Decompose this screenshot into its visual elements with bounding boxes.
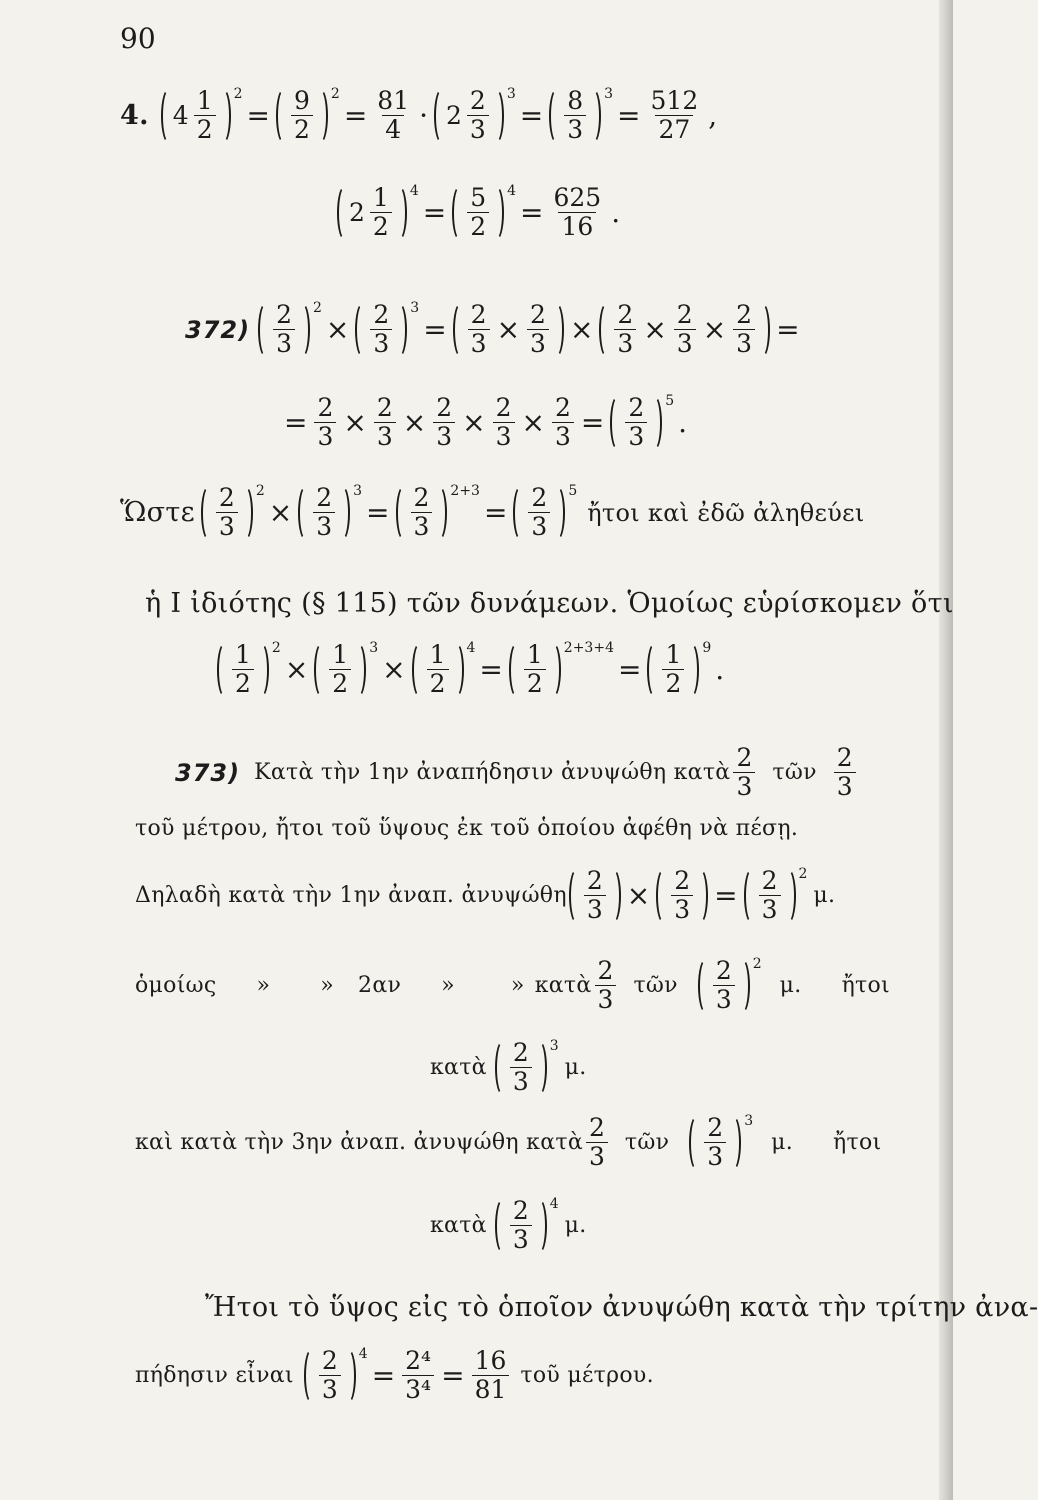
paren-group bbox=[689, 1115, 741, 1171]
fraction bbox=[671, 868, 693, 924]
denominator: 2 bbox=[194, 115, 216, 143]
fraction bbox=[510, 1198, 532, 1254]
operator: × bbox=[569, 313, 594, 347]
operator: × bbox=[702, 313, 727, 347]
fraction bbox=[374, 88, 412, 144]
page-number: 90 bbox=[120, 22, 156, 55]
fraction bbox=[313, 485, 335, 541]
numerator: 9 bbox=[294, 86, 310, 115]
paren-group bbox=[495, 1198, 547, 1254]
ex373-final2 bbox=[135, 1348, 654, 1404]
fraction bbox=[319, 1348, 341, 1404]
numerator: 2 bbox=[512, 1038, 529, 1067]
operator: × bbox=[343, 406, 367, 440]
numerator: 2 bbox=[674, 866, 691, 895]
ex373-line4 bbox=[135, 958, 890, 1014]
exponent: 2 bbox=[312, 300, 322, 316]
ex373-label: 373) bbox=[175, 758, 241, 787]
numerator: 2 bbox=[628, 393, 645, 422]
paren-group bbox=[513, 485, 565, 541]
text-span: τῶν bbox=[772, 760, 817, 786]
operator: = bbox=[441, 1359, 465, 1393]
numerator: 2 bbox=[836, 743, 853, 772]
numerator: 1 bbox=[429, 640, 446, 669]
paren-group bbox=[744, 868, 796, 924]
denominator: 2 bbox=[370, 212, 392, 240]
denominator: 3 bbox=[468, 329, 490, 357]
operator: × bbox=[626, 879, 651, 913]
text-span: τοῦ μέτρου. bbox=[520, 1363, 654, 1389]
ex372-line3 bbox=[120, 485, 865, 541]
denominator: 3 bbox=[374, 422, 396, 450]
denominator: 3 bbox=[552, 422, 574, 450]
text-span: 2αν bbox=[358, 973, 402, 999]
denominator: 3 bbox=[733, 329, 755, 357]
exponent: 4 bbox=[549, 1196, 559, 1212]
denominator: 3 bbox=[433, 422, 455, 450]
paren-group bbox=[647, 642, 699, 698]
exponent: 2 bbox=[330, 86, 340, 102]
numerator: 2 bbox=[597, 956, 614, 985]
exponent: 3 bbox=[744, 1113, 754, 1129]
fraction bbox=[493, 395, 515, 451]
exponent: 3 bbox=[549, 1038, 559, 1054]
fraction bbox=[584, 868, 606, 924]
math-run bbox=[120, 485, 865, 541]
fraction bbox=[468, 302, 490, 358]
text-span: καὶ κατὰ τὴν 3ην ἀναπ. ἀνυψώθη κατὰ bbox=[135, 1130, 583, 1156]
mixed-whole: 2 bbox=[446, 101, 462, 131]
operator: × bbox=[382, 653, 406, 687]
exponent: 2 bbox=[255, 483, 265, 499]
math-run bbox=[430, 1040, 587, 1096]
text-span: μ. bbox=[564, 1213, 587, 1239]
fraction bbox=[564, 88, 586, 144]
numerator: 2 bbox=[707, 1113, 724, 1142]
denominator: 3 bbox=[674, 329, 696, 357]
paren-group bbox=[495, 1040, 547, 1096]
math-run bbox=[120, 88, 721, 144]
denominator: 2 bbox=[524, 669, 546, 697]
numerator: 512 bbox=[650, 86, 699, 115]
paren-group bbox=[569, 868, 621, 924]
operator: = bbox=[422, 196, 447, 230]
paren-group bbox=[453, 302, 564, 358]
denominator: 3 bbox=[510, 1067, 532, 1095]
exponent: 4 bbox=[466, 640, 476, 656]
paren-group bbox=[276, 88, 328, 144]
fraction bbox=[524, 642, 546, 698]
numerator: 16 bbox=[474, 1346, 507, 1375]
numerator: 2 bbox=[589, 1113, 605, 1142]
numerator: 2 bbox=[316, 483, 333, 512]
text-span: » bbox=[256, 973, 271, 999]
denominator: 3 bbox=[625, 422, 647, 450]
operator: = bbox=[246, 99, 270, 133]
operator: = bbox=[776, 313, 800, 347]
denominator: 3 bbox=[411, 512, 433, 540]
fraction bbox=[467, 88, 489, 144]
numerator: 2 bbox=[761, 866, 778, 895]
text-span: ἤτοι bbox=[841, 973, 890, 999]
fraction bbox=[402, 1348, 434, 1404]
fraction bbox=[586, 1115, 608, 1171]
operator: × bbox=[462, 406, 486, 440]
paren-group bbox=[656, 868, 708, 924]
paren-group bbox=[549, 88, 601, 144]
text-span: » bbox=[510, 973, 525, 999]
numerator: 2 bbox=[676, 300, 693, 329]
operator: = bbox=[580, 406, 605, 440]
denominator: 3 bbox=[314, 422, 336, 450]
denominator: 3 bbox=[313, 512, 335, 540]
text-span: τῶν bbox=[624, 1130, 670, 1156]
denominator: 27 bbox=[655, 115, 693, 143]
text-span: μ. bbox=[771, 1130, 794, 1156]
fraction bbox=[625, 395, 647, 451]
math-run bbox=[135, 1348, 654, 1404]
denominator: 2 bbox=[662, 669, 684, 697]
fraction bbox=[527, 302, 549, 358]
fraction bbox=[194, 88, 216, 144]
denominator: 4 bbox=[382, 115, 404, 143]
operator: = bbox=[483, 496, 508, 530]
text-span: κατὰ bbox=[430, 1213, 487, 1239]
numerator: 1 bbox=[526, 640, 543, 669]
denominator: 3 bbox=[564, 115, 586, 143]
numerator: 2 bbox=[373, 300, 390, 329]
text-span: μ. bbox=[779, 973, 802, 999]
exponent: 2+3+4 bbox=[563, 640, 614, 656]
numerator: 2 bbox=[736, 743, 753, 772]
denominator: 3 bbox=[759, 895, 781, 923]
fraction bbox=[370, 302, 392, 358]
fraction bbox=[329, 642, 351, 698]
paren-group bbox=[355, 302, 407, 358]
fraction bbox=[595, 958, 617, 1014]
fraction bbox=[551, 185, 605, 241]
ex4-line1 bbox=[120, 88, 721, 144]
fraction bbox=[733, 745, 755, 801]
text-span: » bbox=[320, 973, 335, 999]
paren-group bbox=[337, 185, 407, 241]
ex372-label: 372) bbox=[185, 315, 251, 344]
paren-group bbox=[610, 395, 662, 451]
denominator: 3 bbox=[584, 895, 606, 923]
numerator: 2 bbox=[470, 300, 487, 329]
operator: = bbox=[371, 1359, 396, 1393]
numerator: 2 bbox=[586, 866, 603, 895]
denominator: 2 bbox=[291, 115, 313, 143]
operator: × bbox=[402, 406, 427, 440]
operator: . bbox=[678, 406, 688, 440]
exponent: 4 bbox=[358, 1346, 368, 1362]
ex373-line3 bbox=[135, 868, 835, 924]
math-run bbox=[135, 1115, 881, 1171]
fraction bbox=[733, 302, 755, 358]
denominator: 3 bbox=[704, 1142, 726, 1170]
fraction bbox=[614, 302, 636, 358]
paren-group bbox=[412, 642, 464, 698]
exponent: 2+3 bbox=[450, 483, 480, 499]
mixed-whole: 4 bbox=[172, 101, 189, 131]
operator: = bbox=[284, 406, 308, 440]
exponent: 5 bbox=[568, 483, 578, 499]
fraction bbox=[704, 1115, 726, 1171]
operator: × bbox=[496, 313, 521, 347]
operator: = bbox=[617, 653, 642, 687]
denominator: 3 bbox=[834, 772, 856, 800]
fraction bbox=[528, 485, 550, 541]
fraction bbox=[674, 302, 696, 358]
numerator: 5 bbox=[470, 183, 487, 212]
denominator: 2 bbox=[329, 669, 351, 697]
operator: = bbox=[366, 496, 390, 530]
numerator: 2 bbox=[276, 300, 292, 329]
text-span: κατὰ bbox=[430, 1055, 487, 1081]
operator: = bbox=[479, 653, 503, 687]
text-span: Κατὰ τὴν 1ην ἀναπήδησιν ἀνυψώθη κατὰ bbox=[254, 760, 731, 786]
numerator: 625 bbox=[553, 183, 602, 212]
operator: = bbox=[617, 99, 641, 133]
denominator: 3 bbox=[370, 329, 392, 357]
fraction bbox=[427, 642, 449, 698]
numerator: 2 bbox=[413, 483, 430, 512]
paren-group bbox=[258, 302, 310, 358]
ex373-final1: Ἤτοι τὸ ὕψος εἰς τὸ ὁποῖον ἀνυψώθη κατὰ τὴν τρίτην ἀνα- bbox=[205, 1292, 1038, 1323]
fraction bbox=[314, 395, 336, 451]
fraction bbox=[433, 395, 455, 451]
text-span: ὁμοίως bbox=[135, 973, 217, 999]
numerator: 2 bbox=[321, 1346, 338, 1375]
ex4-label: 4. bbox=[120, 100, 149, 132]
numerator: 2 bbox=[218, 483, 235, 512]
ex372-line2 bbox=[280, 395, 691, 451]
paren-group bbox=[314, 642, 366, 698]
paren-group bbox=[698, 958, 750, 1014]
fraction bbox=[291, 88, 313, 144]
numerator: 2 bbox=[530, 300, 546, 329]
text-span: πήδησιν εἶναι bbox=[135, 1363, 294, 1389]
math-run bbox=[135, 958, 890, 1014]
numerator: 2 bbox=[554, 393, 571, 422]
numerator: 81 bbox=[377, 86, 410, 115]
denominator: 3 bbox=[528, 512, 550, 540]
operator: × bbox=[284, 653, 309, 687]
operator: = bbox=[520, 196, 544, 230]
fraction bbox=[370, 185, 392, 241]
fraction bbox=[411, 485, 433, 541]
page-edge bbox=[939, 0, 953, 1500]
numerator: 2 bbox=[512, 1196, 529, 1225]
numerator: 2 bbox=[495, 393, 512, 422]
operator: = bbox=[343, 99, 368, 133]
exponent: 3 bbox=[369, 640, 379, 656]
text-span: » bbox=[441, 973, 455, 999]
ex373-line2: τοῦ μέτρου, ἤτοι τοῦ ὕψους ἐκ τοῦ ὁποίου ἀφέθη νὰ πέσῃ. bbox=[135, 816, 799, 841]
denominator: 3 bbox=[273, 329, 295, 357]
text-span: ἤτοι καὶ ἐδῶ ἀληθεύει bbox=[587, 498, 865, 527]
operator: · bbox=[419, 99, 429, 133]
denominator: 3 bbox=[216, 512, 238, 540]
denominator: 3 bbox=[493, 422, 515, 450]
numerator: 2 bbox=[617, 300, 634, 329]
exponent: 3 bbox=[410, 300, 420, 316]
numerator: 2 bbox=[531, 483, 548, 512]
fraction bbox=[467, 185, 489, 241]
fraction bbox=[216, 485, 238, 541]
exponent: 3 bbox=[604, 86, 614, 102]
numerator: 2 bbox=[436, 393, 453, 422]
denominator: 3 bbox=[510, 1225, 532, 1253]
exponent: 3 bbox=[353, 483, 363, 499]
denominator: 81 bbox=[472, 1375, 510, 1403]
exponent: 4 bbox=[409, 183, 419, 199]
operator: = bbox=[714, 879, 738, 913]
math-run bbox=[175, 745, 859, 801]
fraction bbox=[472, 1348, 510, 1404]
fraction bbox=[662, 642, 684, 698]
ex372-text-line: ἡ I ἰδιότης (§ 115) τῶν δυνάμεων. Ὁμοίως εὑρίσκομεν ὅτι bbox=[145, 588, 954, 619]
numerator: 1 bbox=[196, 86, 213, 115]
mixed-whole: 2 bbox=[349, 198, 365, 228]
paren-group bbox=[298, 485, 350, 541]
paren-group bbox=[201, 485, 253, 541]
paren-group bbox=[509, 642, 561, 698]
denominator: 16 bbox=[558, 212, 596, 240]
numerator: 8 bbox=[567, 86, 584, 115]
operator: × bbox=[268, 496, 293, 530]
text-span: μ. bbox=[564, 1055, 587, 1081]
denominator: 3 bbox=[527, 329, 549, 357]
math-run bbox=[135, 868, 835, 924]
math-run bbox=[280, 395, 691, 451]
fraction bbox=[759, 868, 781, 924]
math-run bbox=[185, 302, 804, 358]
fraction bbox=[648, 88, 702, 144]
ex373-line7 bbox=[430, 1198, 587, 1254]
denominator: 2 bbox=[467, 212, 489, 240]
exponent: 2 bbox=[798, 866, 808, 882]
operator: × bbox=[325, 313, 350, 347]
denominator: 3 bbox=[733, 772, 755, 800]
denominator: 3 bbox=[586, 1142, 608, 1170]
numerator: 1 bbox=[332, 640, 349, 669]
text-span: τῶν bbox=[633, 973, 678, 999]
numerator: 2 bbox=[376, 393, 393, 422]
paren-group bbox=[217, 642, 269, 698]
fraction bbox=[552, 395, 574, 451]
operator: . bbox=[611, 196, 621, 230]
numerator: 2 bbox=[317, 393, 334, 422]
exponent: 5 bbox=[665, 393, 675, 409]
ex372-halves bbox=[215, 642, 728, 698]
numerator: 1 bbox=[665, 640, 682, 669]
denominator: 3 bbox=[713, 985, 735, 1013]
operator: × bbox=[521, 406, 545, 440]
ex373-line1 bbox=[175, 745, 859, 801]
operator: . bbox=[715, 653, 725, 687]
operator: × bbox=[643, 313, 667, 347]
fraction bbox=[510, 1040, 532, 1096]
fraction bbox=[232, 642, 254, 698]
paren-group bbox=[304, 1348, 356, 1404]
math-run bbox=[215, 642, 728, 698]
paren-group bbox=[434, 88, 504, 144]
numerator: 2 bbox=[469, 86, 486, 115]
text-span: κατὰ bbox=[534, 973, 592, 999]
denominator: 2 bbox=[427, 669, 449, 697]
math-run bbox=[430, 1198, 587, 1254]
denominator: 3 bbox=[595, 985, 617, 1013]
exponent: 2 bbox=[752, 956, 762, 972]
math-run bbox=[335, 185, 624, 241]
fraction bbox=[273, 302, 295, 358]
operator: , bbox=[708, 99, 718, 133]
ex373-line6 bbox=[135, 1115, 881, 1171]
numerator: 1 bbox=[235, 640, 251, 669]
paren-group bbox=[452, 185, 504, 241]
operator: = bbox=[519, 99, 544, 133]
denominator: 3 bbox=[319, 1375, 341, 1403]
fraction bbox=[374, 395, 396, 451]
exponent: 4 bbox=[507, 183, 517, 199]
paren-group bbox=[396, 485, 448, 541]
denominator: 3 bbox=[671, 895, 693, 923]
denominator: 3⁴ bbox=[402, 1375, 434, 1403]
exponent: 3 bbox=[506, 86, 516, 102]
text-span: Ὥστε bbox=[120, 497, 195, 529]
text-span: ἤτοι bbox=[833, 1130, 882, 1156]
ex4-line2 bbox=[335, 185, 624, 241]
numerator: 2 bbox=[736, 300, 753, 329]
exponent: 2 bbox=[233, 86, 243, 102]
text-span: μ. bbox=[813, 883, 836, 909]
exponent: 9 bbox=[702, 640, 712, 656]
operator: = bbox=[423, 313, 447, 347]
ex372-line1 bbox=[185, 302, 804, 358]
ex373-line5 bbox=[430, 1040, 587, 1096]
exponent: 2 bbox=[271, 640, 281, 656]
numerator: 2⁴ bbox=[405, 1346, 432, 1375]
paren-group bbox=[161, 88, 231, 144]
numerator: 1 bbox=[372, 183, 389, 212]
fraction bbox=[713, 958, 735, 1014]
paren-group bbox=[599, 302, 770, 358]
denominator: 2 bbox=[232, 669, 254, 697]
denominator: 3 bbox=[467, 115, 489, 143]
numerator: 2 bbox=[715, 956, 732, 985]
text-span: Δηλαδὴ κατὰ τὴν 1ην ἀναπ. ἀνυψώθη bbox=[135, 883, 567, 909]
denominator: 3 bbox=[614, 329, 636, 357]
fraction bbox=[834, 745, 856, 801]
